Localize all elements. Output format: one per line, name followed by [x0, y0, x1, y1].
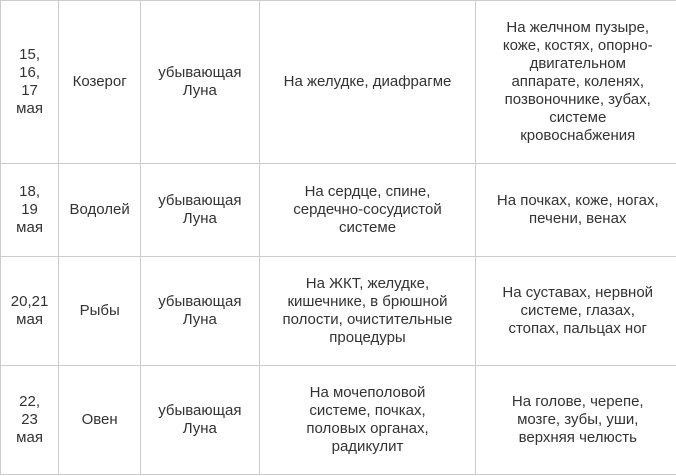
zodiac-sign-line: Рыбы — [79, 302, 120, 319]
caution-organs-cell — [476, 164, 676, 257]
date-line: мая — [16, 429, 43, 446]
moon-phase-cell — [141, 1, 259, 164]
caution-organs-line: позвоночнике, зубах, — [504, 91, 651, 108]
focus-organs-line: На мочеполовой — [309, 384, 426, 401]
moon-phase-cell — [141, 257, 259, 366]
moon-phase-cell — [141, 366, 259, 475]
caution-organs-line: двигательном — [529, 55, 626, 72]
caution-organs-cell — [476, 257, 676, 366]
date-line: 20,21 — [10, 293, 49, 310]
caution-organs-line: На почках, коже, ногах, — [496, 192, 659, 209]
focus-organs-cell — [259, 164, 476, 257]
caution-organs-line: системе — [549, 109, 607, 126]
date-line: 17 — [21, 82, 38, 99]
focus-organs-line: радикулит — [331, 438, 404, 455]
date-line: 22, — [19, 393, 40, 410]
table-row — [1, 1, 676, 164]
date-line: 15, — [19, 46, 40, 63]
date-cell — [1, 164, 59, 257]
date-line: мая — [16, 311, 43, 328]
caution-organs-line: стопах, пальцах ног — [508, 320, 648, 337]
caution-organs-line: На голове, черепе, — [511, 393, 644, 410]
date-cell — [1, 1, 59, 164]
focus-organs-line: На желудке, диафрагме — [283, 73, 452, 90]
zodiac-sign-line: Овен — [81, 411, 118, 428]
caution-organs-line: аппарате, коленях, — [511, 73, 645, 90]
date-line: мая — [16, 219, 43, 236]
date-line: мая — [16, 100, 43, 117]
focus-organs-line: полости, очистительные — [282, 311, 453, 328]
focus-organs-line: процедуры — [329, 329, 406, 346]
caution-organs-line: коже, костях, опорно- — [502, 37, 653, 54]
moon-phase-line: убывающая — [158, 293, 242, 310]
moon-phase-line: убывающая — [158, 402, 242, 419]
moon-phase-line: Луна — [182, 420, 217, 437]
focus-organs-cell — [259, 366, 476, 475]
caution-organs-line: мозге, зубы, уши, — [517, 411, 639, 428]
zodiac-sign-cell — [59, 257, 141, 366]
focus-organs-line: системе, почках, — [309, 402, 426, 419]
caution-organs-line: На желчном пузыре, — [506, 19, 650, 36]
caution-organs-line: системе, глазах, — [520, 302, 635, 319]
moon-phase-line: Луна — [182, 82, 217, 99]
moon-phase-line: убывающая — [158, 192, 242, 209]
zodiac-sign-cell — [59, 366, 141, 475]
table-row — [1, 164, 676, 257]
date-cell — [1, 366, 59, 475]
date-line: 16, — [19, 64, 40, 81]
moon-phase-line: Луна — [182, 311, 217, 328]
focus-organs-line: На ЖКТ, желудке, — [305, 275, 430, 292]
focus-organs-cell — [259, 257, 476, 366]
date-line: 18, — [19, 183, 40, 200]
table-body — [1, 1, 676, 475]
date-cell — [1, 257, 59, 366]
caution-organs-cell — [476, 1, 676, 164]
zodiac-sign-line: Водолей — [69, 201, 130, 218]
moon-phase-cell — [141, 164, 259, 257]
table-row — [1, 366, 676, 475]
focus-organs-line: половых органах, — [306, 420, 429, 437]
moon-phase-line: Луна — [182, 210, 217, 227]
zodiac-sign-line: Козерог — [72, 73, 127, 90]
caution-organs-cell — [476, 366, 676, 475]
focus-organs-line: сердечно-сосудистой — [293, 201, 442, 218]
focus-organs-line: На сердце, спине, — [304, 183, 431, 200]
caution-organs-line: печени, венах — [529, 210, 627, 227]
focus-organs-line: кишечнике, в брюшной — [287, 293, 448, 310]
focus-organs-line: системе — [338, 219, 397, 236]
moon-phase-line: убывающая — [158, 64, 242, 81]
date-line: 19 — [21, 201, 38, 218]
focus-organs-cell — [259, 1, 476, 164]
caution-organs-line: На суставах, нервной — [502, 284, 654, 301]
table-row — [1, 257, 676, 366]
caution-organs-line: кровоснабжения — [520, 127, 636, 144]
zodiac-sign-cell — [59, 1, 141, 164]
caution-organs-line: верхняя челюсть — [518, 429, 637, 446]
date-line: 23 — [21, 411, 38, 428]
zodiac-sign-cell — [59, 164, 141, 257]
